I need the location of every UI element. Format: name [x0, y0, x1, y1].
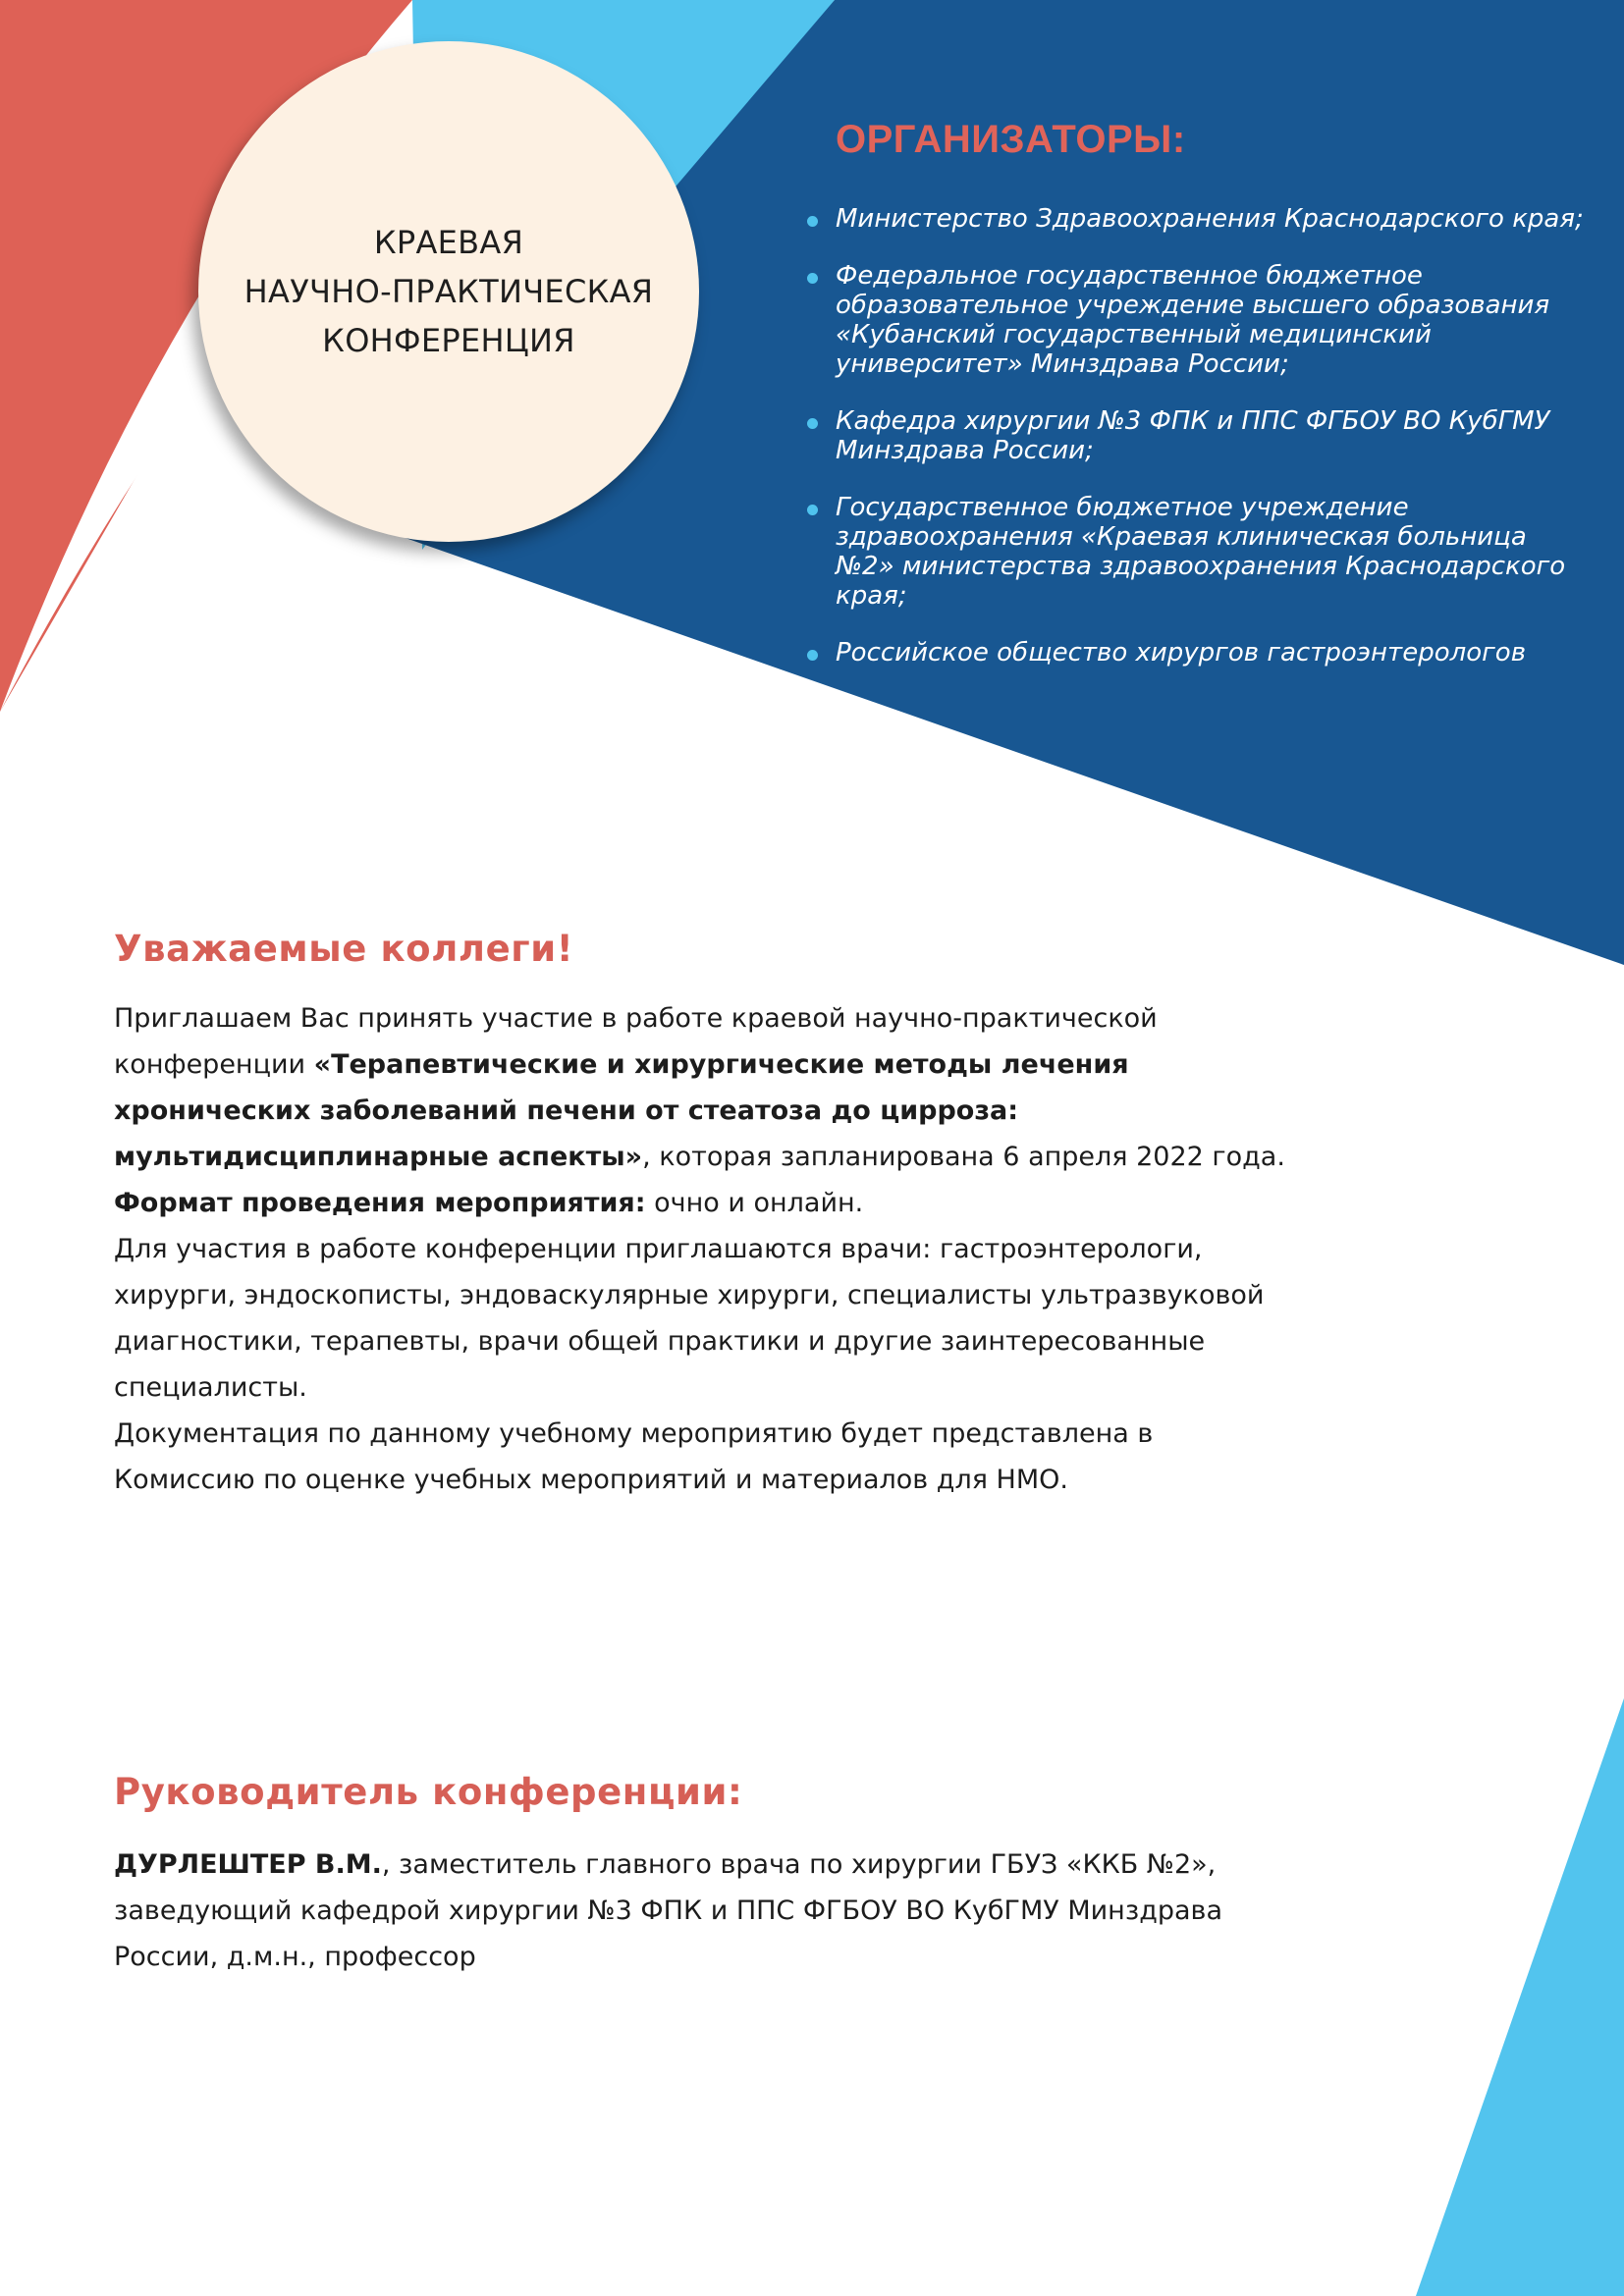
leader-text	[114, 1842, 1292, 1980]
invitation-text	[114, 995, 1292, 1503]
format-label: Формат проведения мероприятия:	[114, 1188, 646, 1218]
intro-prefix: Приглашаем Вас принять участие в работе краевой научно-практической конференции	[114, 1003, 1158, 1080]
organizer-text: Российское общество хирургов гастроэнтерологов	[836, 638, 1527, 667]
leader-paragraph	[114, 1842, 1292, 1980]
organizer-text: Министерство Здравоохранения Краснодарского края;	[836, 204, 1584, 234]
intro-suffix: , которая запланирована 6 апреля 2022 года.	[642, 1142, 1285, 1172]
badge-line-1: КРАЕВАЯ	[373, 224, 524, 261]
bullet-icon	[807, 418, 818, 429]
organizer-item	[803, 261, 1589, 379]
leader-title: Руководитель конференции:	[114, 1771, 743, 1813]
badge-line-2: НАУЧНО-ПРАКТИЧЕСКАЯ	[244, 273, 654, 310]
badge-title	[244, 218, 654, 365]
organizer-item	[803, 638, 1589, 667]
audience-paragraph: Для участия в работе конференции приглашаются врачи: гастроэнтерологи, хирурги, эндоскописты, эндоваскулярные хирурги, специалисты ультразвуковой диагностики, терапевты, врачи общей практики и другие заинтересованные специалисты.	[114, 1234, 1265, 1403]
organizer-text: Государственное бюджетное учреждение здравоохранения «Краевая клиническая больница №2» министерства здравоохранения Краснодарского края;	[836, 493, 1566, 611]
bullet-icon	[807, 216, 818, 227]
format-value: очно и онлайн.	[645, 1188, 864, 1218]
greeting-title: Уважаемые коллеги!	[114, 928, 574, 970]
format-paragraph	[114, 1180, 1292, 1226]
conference-badge	[198, 41, 699, 542]
badge-line-3: КОНФЕРЕНЦИЯ	[322, 322, 575, 359]
organizer-text: Федеральное государственное бюджетное образовательное учреждение высшего образования «Кубанский государственный медицинский университет» Минздрава России;	[836, 261, 1550, 379]
bullet-icon	[807, 650, 818, 661]
invitation-paragraph	[114, 995, 1292, 1180]
organizer-item	[803, 493, 1589, 611]
bottom-light-blue-shape	[1416, 1698, 1624, 2296]
bullet-icon	[807, 273, 818, 284]
leader-description: , заместитель главного врача по хирургии ГБУЗ «ККБ №2», заведующий кафедрой хирургии №3 ФПК и ППС ФГБОУ ВО КубГМУ Минздрава России, д.м.н., профессор	[114, 1849, 1223, 1972]
conference-name: «Терапевтические и хирургические методы лечения хронических заболеваний печени от стеатоза до цирроза: мультидисциплинарные аспекты»	[114, 1049, 1129, 1172]
organizer-item	[803, 204, 1589, 234]
bullet-icon	[807, 505, 818, 515]
documentation-paragraph: Документация по данному учебному мероприятию будет представлена в Комиссию по оценке учебных мероприятий и материалов для НМО.	[114, 1418, 1154, 1495]
leader-name: ДУРЛЕШТЕР В.М.	[114, 1849, 382, 1880]
organizers-title: ОРГАНИЗАТОРЫ:	[836, 118, 1186, 161]
organizer-item	[803, 406, 1589, 465]
organizers-list	[803, 204, 1589, 695]
organizer-text: Кафедра хирургии №3 ФПК и ППС ФГБОУ ВО КубГМУ Минздрава России;	[836, 406, 1550, 465]
